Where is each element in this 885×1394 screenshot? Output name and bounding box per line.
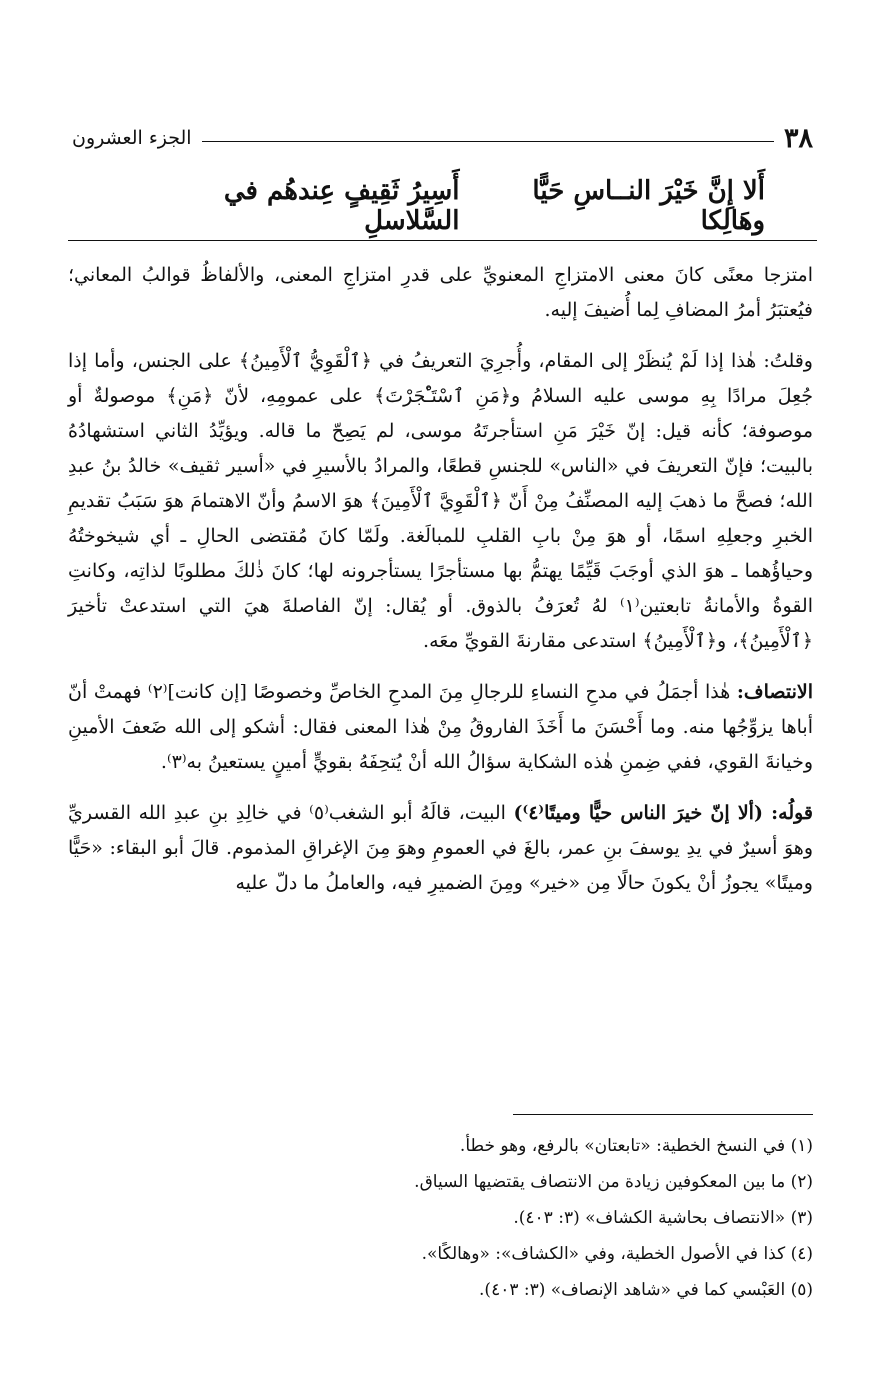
footnote-5: (٥) العَبْسي كما في «شاهد الإنصاف» (٣: ٤٠٣). (479, 1280, 813, 1300)
quoted-verse: (ألا إنّ خيرَ الناس حيًّا وميتًا⁽٤⁾) (513, 802, 772, 824)
paragraph-3 (68, 675, 813, 780)
paragraph-text: البيت، قالَهُ أبو الشغب⁽٥⁾ في خالِدِ بنِ عبدِ الله القسريِّ وهوَ أسيرٌ في يدِ يوسفَ بنِ عمر، بالغَ في العمومِ وهوَ مِنَ الإغراقِ المذموم. قالَ أبو البقاء: «حَيًّا وميتًا» يجوزُ أنْ يكونَ حالًا مِن «خير» ومِنَ الضميرِ فيه، والعاملُ ما دلّ عليه (68, 802, 813, 894)
paragraph-1 (68, 258, 813, 328)
page-number: ٣٨ (783, 122, 813, 154)
verse-first-hemistich: أَلا إِنَّ خَيْرَ النــاسِ حَيًّا وهَالِكا (532, 176, 765, 236)
footnotes (68, 1128, 813, 1308)
page-header (72, 118, 813, 158)
main-text (68, 258, 813, 917)
verse-second-hemistich: أَسِيرُ ثَقِيفٍ عِندهُم في السَّلاسلِ (223, 176, 460, 236)
footnote-1: (١) في النسخ الخطية: «تابعتان» بالرفع، وهو خطأ. (459, 1136, 813, 1156)
paragraph-2 (68, 344, 813, 659)
verse-divider (68, 240, 817, 241)
paragraph-text: وقلتُ: هٰذا إذا لَمْ يُنظَرْ إلى المقام، وأُجرِيَ التعريفُ في ﴿ٱلْقَوِيُّ ٱلْأَمِينُ﴾ على الجنس، وأما إذا جُعِلَ مرادًا بِهِ موسى عليه السلامُ و﴿مَنِ ٱسْتَـْٔجَرْتَ﴾ على عمومِهِ، لأنّ ﴿مَنِ﴾ موصولةٌ أو موصوفة؛ كأنه قيل: إنّ خَيْرَ مَنِ استأجرتَهُ موسى، لم يَصِحّ ما قاله. ويؤيِّدُ الثاني استشهادُهُ بالبيت؛ فإنّ التعريفَ في «الناس» للجنسِ قطعًا، والمرادُ بالأسيرِ في «أسير ثقيف» خالدُ بنُ عبدِ الله؛ فصحَّ ما ذهبَ إليه المصنِّفُ مِنْ أَنّ ﴿ٱلْقَوِيَّ ٱلْأَمِينَ﴾ هوَ الاسمُ وأنّ الاهتمامَ هوَ سَبَبُ تقديمِ الخبرِ وجعلِهِ اسمًا، أو هوَ مِنْ بابِ القلبِ للمبالَغة. ولَمّا كانَ مُقتضى الحالِ ـ أي شيخوختُهُ وحياؤُهما ـ هوَ الذي أوجَبَ قَيِّمًا يهتمُّ بها مستأجرًا يستأجرونه لها؛ كانَ ذٰلكَ مطلوبًا لذاتِه، وكانتِ القوةُ والأمانةُ تابعتين⁽١⁾ لهُ تُعرَفُ بالذوق. أو يُقال: إنّ الفاصلةَ هيَ التي استدعتْ تأخيرَ ﴿ٱلْأَمِينُ﴾، و﴿ٱلْأَمِينُ﴾ استدعى مقارنةَ القويِّ معَه. (68, 350, 813, 652)
footnote-2: (٢) ما بين المعكوفين زيادة من الانتصاف يقتضيها السياق. (414, 1172, 813, 1192)
footnote-4: (٤) كذا في الأصول الخطية، وفي «الكشاف»: «وهالكًا». (421, 1244, 813, 1264)
footnote-separator (513, 1114, 813, 1115)
paragraph-label: قولُه: (771, 802, 814, 824)
footnote-3: (٣) «الانتصاف بحاشية الكشاف» (٣: ٤٠٣). (513, 1208, 813, 1228)
header-rule (202, 141, 774, 142)
paragraph-label: الانتصاف: (736, 681, 813, 703)
paragraph-text: امتزجا معنًى كانَ معنى الامتزاجِ المعنويِّ على قدرِ امتزاجِ المعنى، والألفاظُ قوالبُ المعاني؛ فيُعتبَرُ أمرُ المضافِ لِما أُضيفَ إليه. (68, 264, 813, 321)
paragraph-4 (68, 796, 813, 901)
paragraph-text: هٰذا أجمَلُ في مدحِ النساءِ للرجالِ مِنَ المدحِ الخاصِّ وخصوصًا [إن كانت]⁽٢⁾ فهمتْ أنّ أباها يزوِّجُها منه. وما أَحْسَنَ ما أَخَذَ الفاروقُ مِنْ هٰذا المعنى فقال: أشكو إلى الله ضَعفَ الأمينِ وخيانةَ القوي، ففي ضِمنِ هٰذه الشكاية سؤالُ الله أنْ يُتحِفَهُ بقويٍّ أمينٍ يستعينُ به⁽٣⁾. (68, 681, 813, 773)
part-title: الجزء العشرون (72, 127, 192, 149)
poetry-verse (120, 176, 765, 236)
